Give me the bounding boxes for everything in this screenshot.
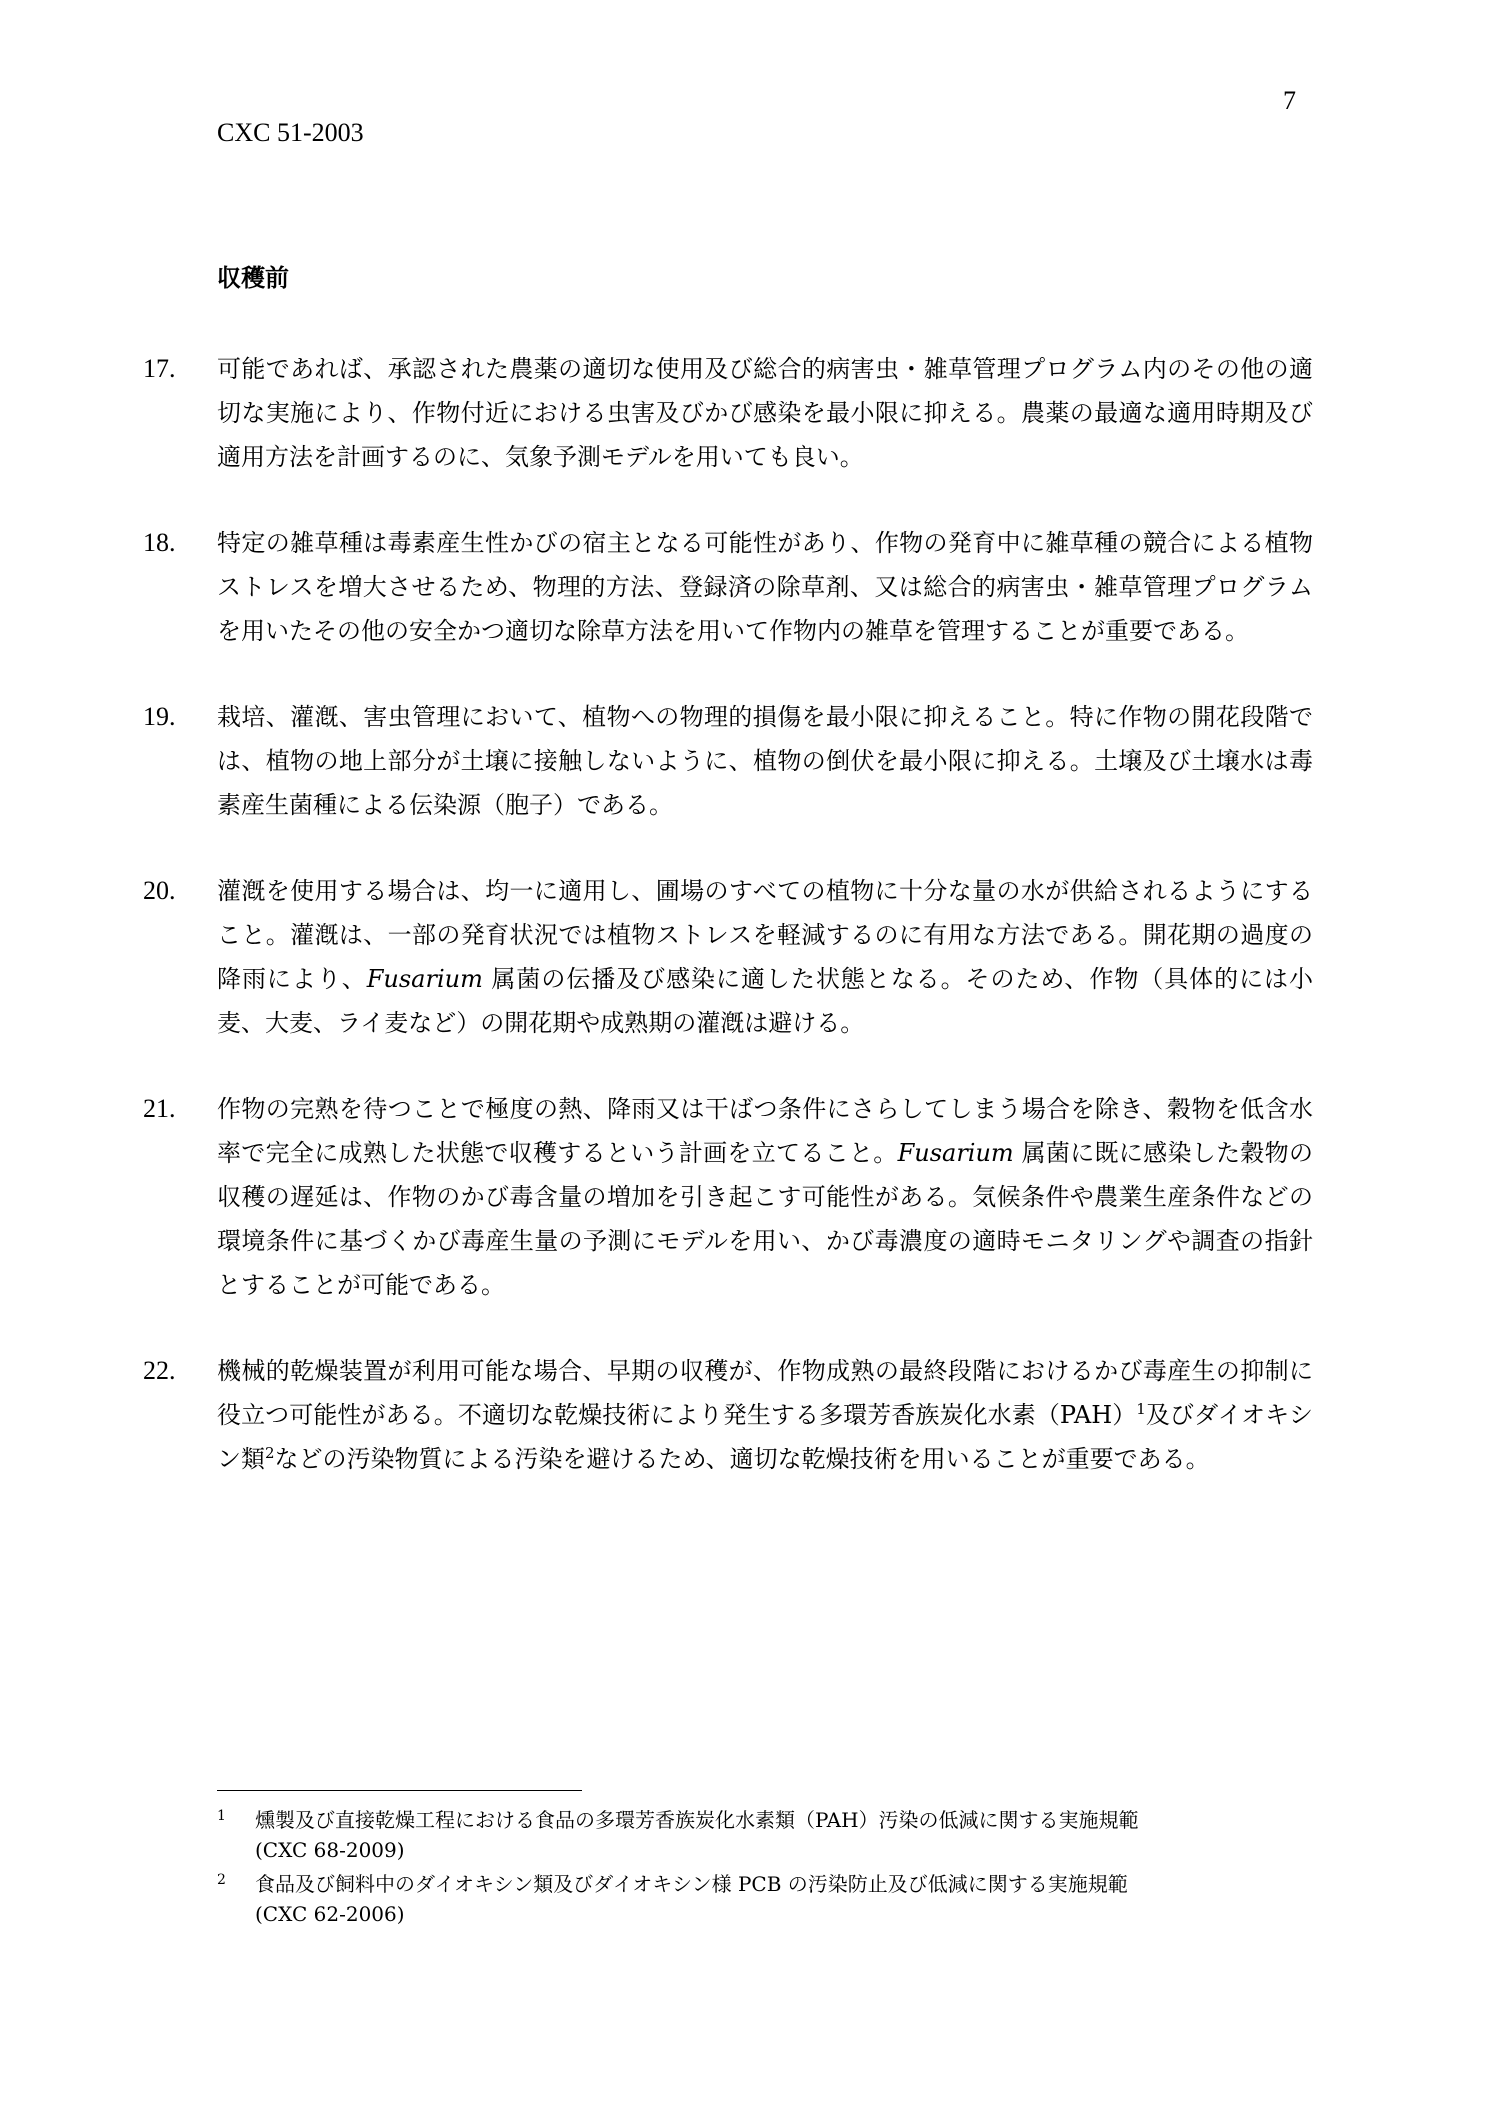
paragraph-number: 19. xyxy=(143,702,176,731)
paragraph-19 xyxy=(143,695,1313,827)
italic-genus-name: Fusarium xyxy=(366,965,483,993)
page-number: 7 xyxy=(1283,86,1296,115)
footnote-reference[interactable]: 1 xyxy=(1136,1400,1146,1418)
footnote-divider xyxy=(217,1790,582,1791)
paragraph-text: 栽培、灌漑、害虫管理において、植物への物理的損傷を最小限に抑えること。特に作物の開花段階では、植物の地上部分が土壌に接触しないように、植物の倒伏を最小限に抑える。土壌及び土壌水は毒素産生菌種による伝染源（胞子）である。 xyxy=(217,703,1313,819)
footnote-text: 燻製及び直接乾燥工程における食品の多環芳香族炭化水素類（PAH）汚染の低減に関する実施規範 xyxy=(255,1808,1139,1832)
italic-genus-name: Fusarium xyxy=(897,1139,1014,1167)
paragraph-text-part: 灌漑を使用する場合は、均一に適用し、圃場のすべての植物に十分な量の水が供給されるようにすること。灌漑は、一部の発育状況では植物ストレスを軽減するのに有用な方法である。開花期の過度の降雨により、 xyxy=(217,877,1313,993)
paragraph-text-part: などの汚染物質による汚染を避けるため、適切な乾燥技術を用いることが重要である。 xyxy=(274,1445,1210,1473)
paragraph-text xyxy=(217,869,1313,1045)
paragraph-text-part: 機械的乾燥装置が利用可能な場合、早期の収穫が、作物成熟の最終段階におけるかび毒産生の抑制に役立つ可能性がある。不適切な乾燥技術により発生する多環芳香族炭化水素（PAH） xyxy=(217,1357,1313,1429)
paragraph-22 xyxy=(143,1349,1313,1481)
footnote-2 xyxy=(217,1869,1297,1929)
paragraph-text xyxy=(217,1349,1313,1481)
footnote-1 xyxy=(217,1805,1297,1865)
paragraph-text: 可能であれば、承認された農薬の適切な使用及び総合的病害虫・雑草管理プログラム内のその他の適切な実施により、作物付近における虫害及びかび感染を最小限に抑える。農薬の最適な適用時期及び適用方法を計画するのに、気象予測モデルを用いても良い。 xyxy=(217,355,1313,471)
paragraph-number: 22. xyxy=(143,1356,176,1385)
paragraph-text-part: 及びダイオキシン類 xyxy=(217,1401,1313,1473)
paragraph-20 xyxy=(143,869,1313,1045)
paragraph-17 xyxy=(143,347,1313,479)
paragraph-text-part: 属菌に既に感染した穀物の収穫の遅延は、作物のかび毒含量の増加を引き起こす可能性がある。気候条件や農業生産条件などの環境条件に基づくかび毒産生量の予測にモデルを用い、かび毒濃度の適時モニタリングや調査の指針とすることが可能である。 xyxy=(217,1139,1313,1299)
footnote-list xyxy=(217,1805,1297,1933)
paragraph-text-part: 作物の完熟を待つことで極度の熱、降雨又は干ばつ条件にさらしてしまう場合を除き、穀物を低含水率で完全に成熟した状態で収穫するという計画を立てること。 xyxy=(217,1095,1313,1167)
paragraph-text: 特定の雑草種は毒素産生性かびの宿主となる可能性があり、作物の発育中に雑草種の競合による植物ストレスを増大させるため、物理的方法、登録済の除草剤、又は総合的病害虫・雑草管理プログラムを用いたその他の安全かつ適切な除草方法を用いて作物内の雑草を管理することが重要である。 xyxy=(217,529,1313,645)
footnote-number: 1 xyxy=(217,1808,226,1824)
paragraph-18 xyxy=(143,521,1313,653)
paragraph-number: 17. xyxy=(143,354,176,383)
paragraph-text-part: 属菌の伝播及び感染に適した状態となる。そのため、作物（具体的には小麦、大麦、ライ麦など）の開花期や成熟期の灌漑は避ける。 xyxy=(217,965,1314,1037)
paragraph-text xyxy=(217,1087,1313,1307)
footnote-code: (CXC 68-2009) xyxy=(255,1838,405,1862)
paragraph-list xyxy=(143,347,1313,1523)
section-heading: 収穫前 xyxy=(217,264,289,292)
paragraph-21 xyxy=(143,1087,1313,1307)
footnote-number: 2 xyxy=(217,1872,226,1888)
document-code: CXC 51-2003 xyxy=(217,118,364,147)
footnote-reference[interactable]: 2 xyxy=(265,1444,275,1462)
paragraph-number: 21. xyxy=(143,1094,176,1123)
paragraph-number: 18. xyxy=(143,528,176,557)
footnote-text: 食品及び飼料中のダイオキシン類及びダイオキシン様 PCB の汚染防止及び低減に関する実施規範 xyxy=(255,1872,1128,1896)
paragraph-number: 20. xyxy=(143,876,176,905)
footnote-code: (CXC 62-2006) xyxy=(255,1902,405,1926)
